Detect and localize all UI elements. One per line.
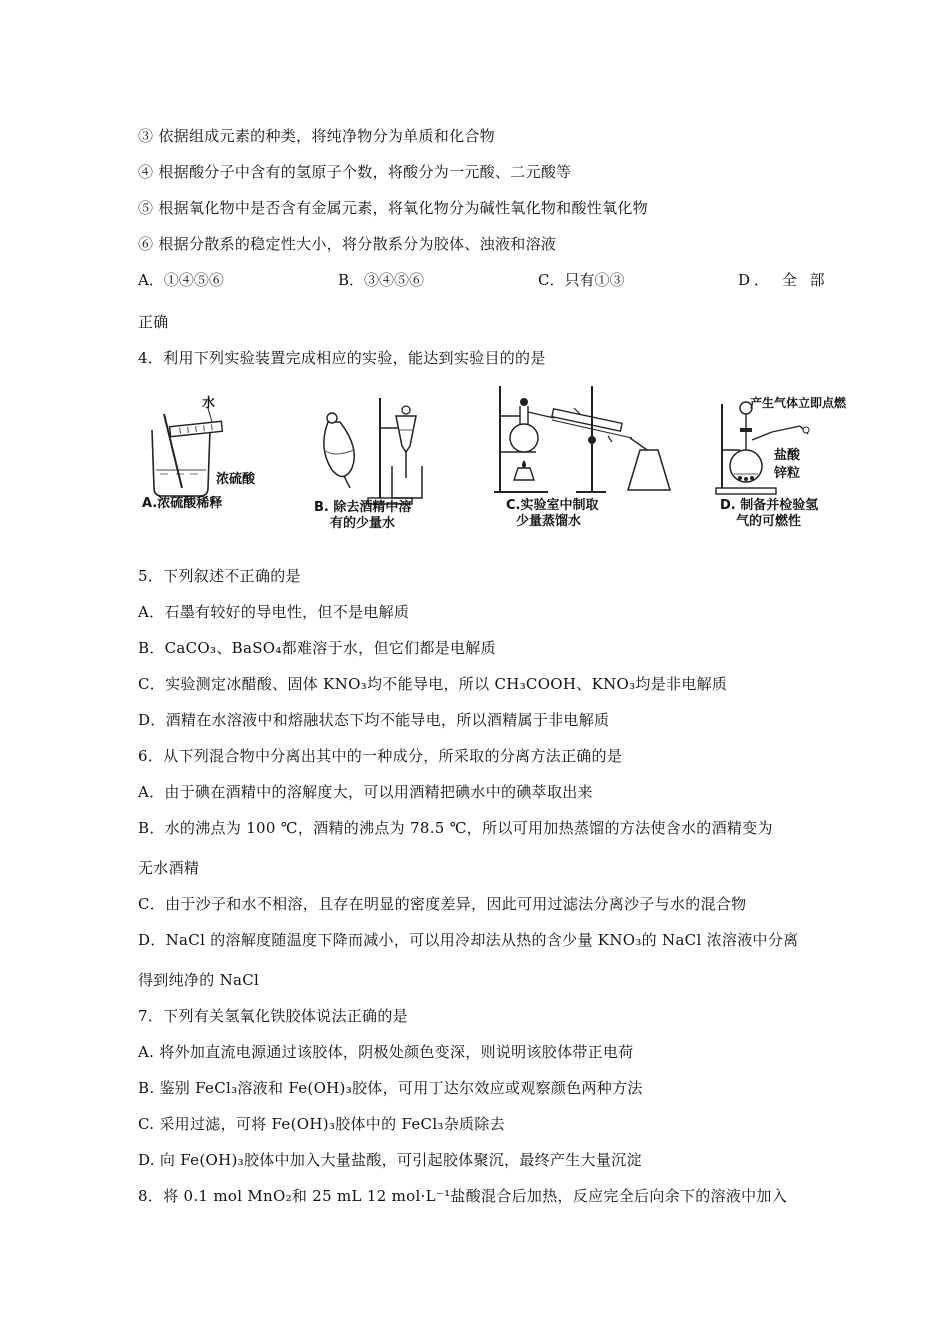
q3-item-6: ⑥ 根据分散系的稳定性大小，将分散系分为胶体、浊液和溶液 [138, 235, 557, 253]
q6-option-b-cont: 无水酒精 [138, 859, 200, 877]
q3-item-4: ④ 根据酸分子中含有的氢原子个数，将酸分为一元酸、二元酸等 [138, 163, 572, 181]
q3-option-d: D． 全 部 [738, 271, 829, 289]
figure-d-hydrogen [712, 390, 872, 535]
caption-a: A.浓硫酸稀释 [142, 496, 223, 511]
q3-option-b: B．③④⑤⑥ [338, 271, 425, 289]
caption-b-line1: B. 除去酒精中溶 [314, 500, 412, 515]
q5-stem: 5．下列叙述不正确的是 [138, 567, 301, 585]
label-zinc-granules: 锌粒 [774, 466, 801, 481]
figure-c-distillation [492, 380, 682, 535]
q7-option-d: D. 向 Fe(OH)₃胶体中加入大量盐酸，可引起胶体聚沉，最终产生大量沉淀 [138, 1151, 642, 1169]
q7-option-a: A. 将外加直流电源通过该胶体，阴极处颜色变深，则说明该胶体带正电荷 [138, 1043, 634, 1061]
q5-option-d: D．酒精在水溶液中和熔融状态下均不能导电，所以酒精属于非电解质 [138, 711, 610, 729]
caption-c-line2: 少量蒸馏水 [516, 514, 582, 529]
caption-d-line1: D. 制备并检验氢 [720, 498, 819, 513]
q7-option-c: C. 采用过滤，可将 Fe(OH)₃胶体中的 FeCl₃杂质除去 [138, 1115, 505, 1133]
figure-b-separatory-funnel [310, 388, 460, 533]
caption-c-line1: C.实验室中制取 [506, 498, 599, 513]
q5-option-a: A．石墨有较好的导电性，但不是电解质 [138, 603, 410, 621]
q3-option-a: A．①④⑤⑥ [138, 271, 224, 289]
q4-stem: 4．利用下列实验装置完成相应的实验，能达到实验目的的是 [138, 349, 546, 367]
q6-option-d: D．NaCl 的溶解度随温度下降而减小，可以用冷却法从热的含少量 KNO₃的 NaCl 浓溶液中分离 [138, 931, 799, 949]
caption-d-line2: 气的可燃性 [736, 514, 802, 529]
figure-a-acid-dilution [140, 388, 280, 528]
caption-b-line2: 有的少量水 [330, 516, 396, 531]
q3-item-3: ③ 依据组成元素的种类，将纯净物分为单质和化合物 [138, 127, 495, 145]
q6-option-b: B．水的沸点为 100 ℃，酒精的沸点为 78.5 ℃，所以可用加热蒸馏的方法使含水的酒精变为 [138, 819, 773, 837]
q8-stem: 8．将 0.1 mol MnO₂和 25 mL 12 mol·L⁻¹盐酸混合后加热，反应完全后向余下的溶液中加入 [138, 1187, 788, 1205]
q6-option-a: A．由于碘在酒精中的溶解度大，可以用酒精把碘水中的碘萃取出来 [138, 783, 593, 801]
label-water: 水 [202, 396, 216, 411]
q3-option-c: C．只有①③ [538, 271, 625, 289]
q6-option-c: C．由于沙子和水不相溶，且存在明显的密度差异，因此可用过滤法分离沙子与水的混合物 [138, 895, 747, 913]
q6-option-d-cont: 得到纯净的 NaCl [138, 971, 260, 989]
q3-item-5: ⑤ 根据氧化物中是否含有金属元素，将氧化物分为碱性氧化物和酸性氧化物 [138, 199, 648, 217]
q7-stem: 7．下列有关氢氧化铁胶体说法正确的是 [138, 1007, 408, 1025]
label-hydrochloric-acid: 盐酸 [774, 448, 801, 463]
label-conc-sulfuric-acid: 浓硫酸 [216, 472, 256, 487]
q5-option-b: B．CaCO₃、BaSO₄都难溶于水，但它们都是电解质 [138, 639, 496, 657]
label-ignite-gas: 产生气体立即点燃 [750, 396, 847, 410]
q7-option-b: B. 鉴别 FeCl₃溶液和 Fe(OH)₃胶体，可用丁达尔效应或观察颜色两种方法 [138, 1079, 643, 1097]
q6-stem: 6．从下列混合物中分离出其中的一种成分，所采取的分离方法正确的是 [138, 747, 623, 765]
q3-option-d-cont: 正确 [138, 313, 169, 331]
q5-option-c: C．实验测定冰醋酸、固体 KNO₃均不能导电，所以 CH₃COOH、KNO₃均是非电解质 [138, 675, 728, 693]
